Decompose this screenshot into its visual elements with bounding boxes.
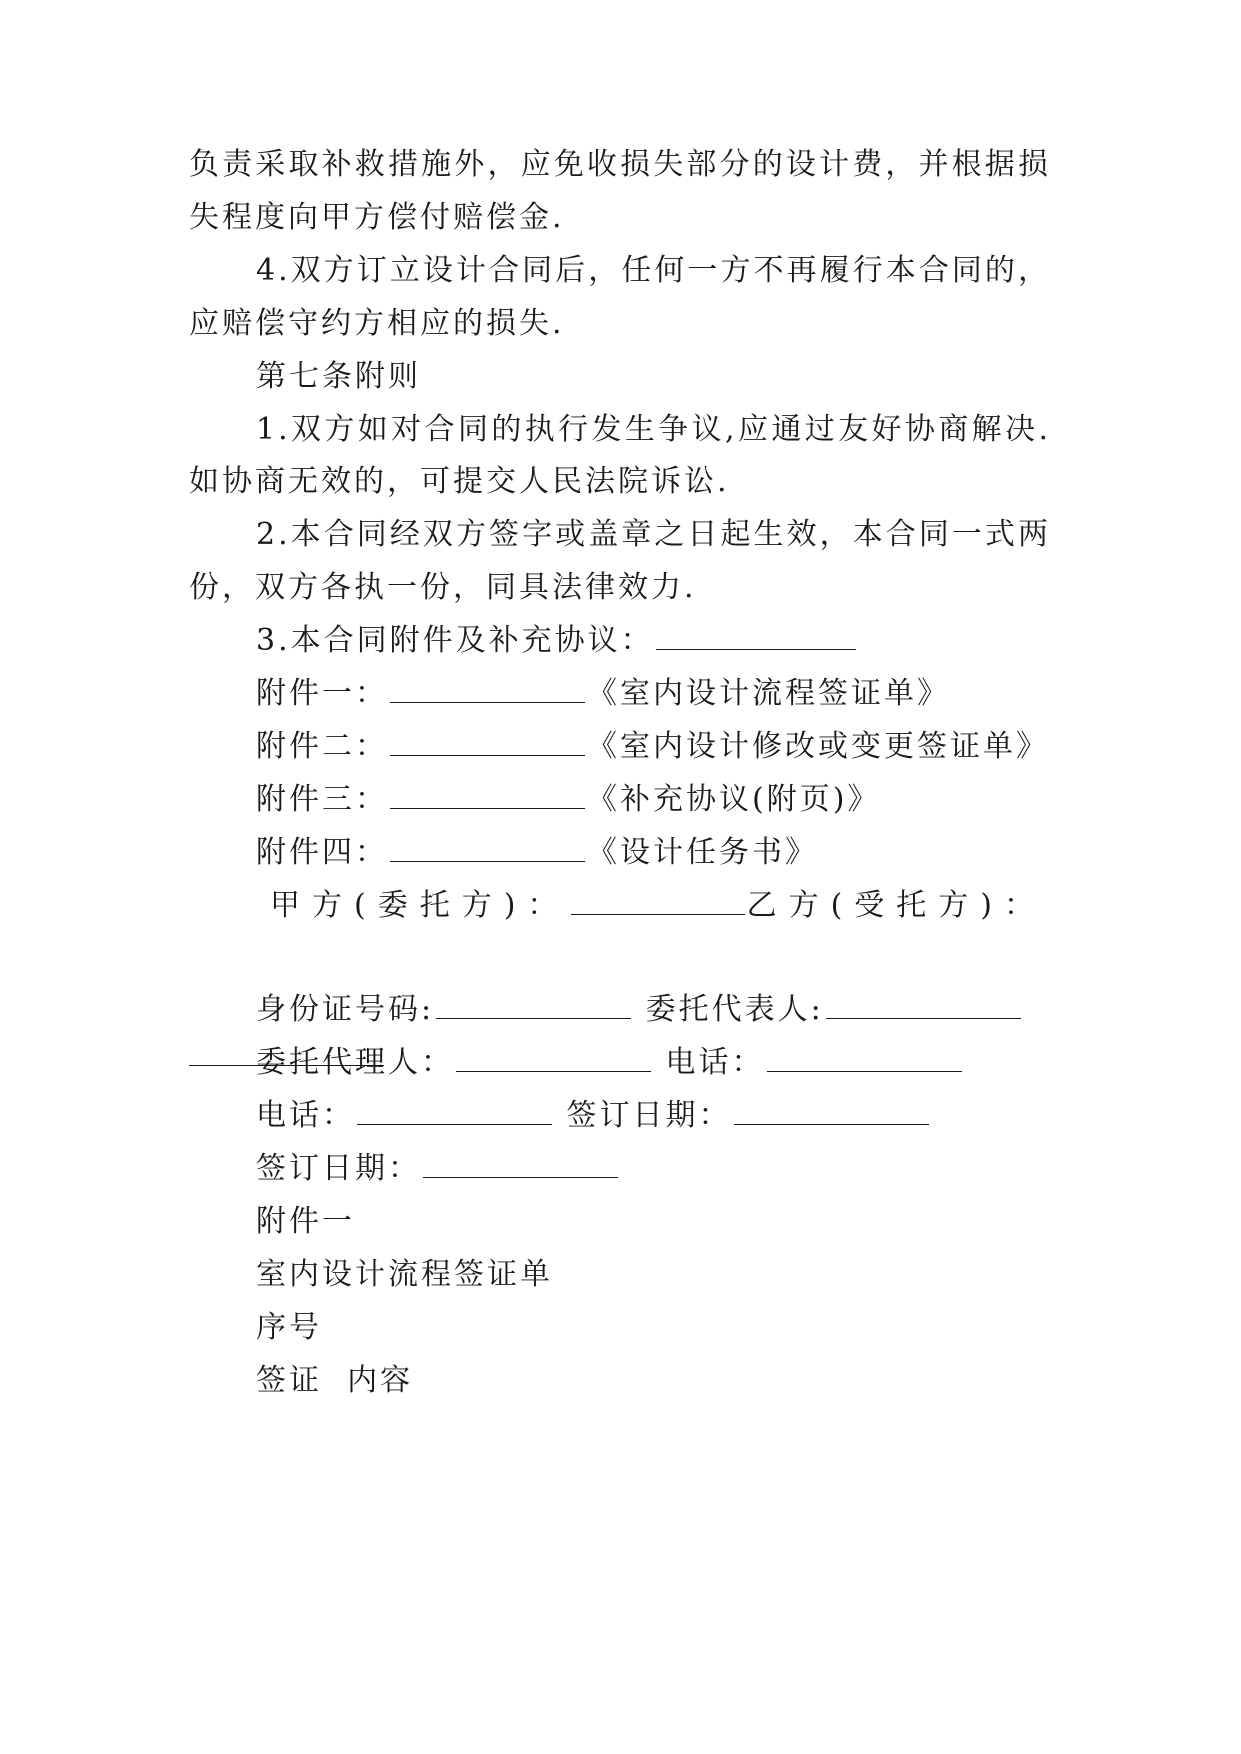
blank-field (357, 1096, 552, 1125)
blank-field (390, 727, 585, 756)
agent-phone-line (256, 1043, 964, 1083)
attachment-2-line (256, 727, 1049, 767)
attachment-1-line (256, 674, 950, 714)
column-content-label: 签证 内容 (256, 1363, 414, 1398)
attachment-4-title: 《设计任务书》 (587, 835, 818, 870)
blank-field (734, 1096, 929, 1125)
blank-field (571, 886, 744, 915)
attachment-3-title: 《补充协议(附页)》 (587, 782, 881, 817)
paragraph-line: 份，双方各执一份，同具法律效力. (189, 570, 697, 605)
blank-field (436, 990, 631, 1019)
column-number-label: 序号 (256, 1310, 322, 1345)
attachment-2-title: 《室内设计修改或变更签证单》 (587, 729, 1049, 764)
paragraph-line: 负责采取补救措施外，应免收损失部分的设计费，并根据损 (189, 147, 1051, 182)
attachment-1-label: 附件一： (256, 676, 388, 711)
paragraph-line: 失程度向甲方偿付赔偿金. (189, 200, 565, 235)
annex-title: 室内设计流程签证单 (256, 1257, 553, 1292)
agent-label: 委托代理人： (256, 1045, 454, 1080)
article-2-line: 2.本合同经双方签字或盖章之日起生效，本合同一式两 (256, 517, 1051, 552)
blank-field (423, 1149, 618, 1178)
blank-field (456, 1043, 651, 1072)
attachment-4-label: 附件四： (256, 835, 388, 870)
sign-date-line (256, 1149, 620, 1189)
attachment-4-line (256, 833, 818, 873)
id-rep-line (256, 990, 1023, 1030)
phone-label-a: 电话： (256, 1098, 355, 1133)
article-3-text: 3.本合同附件及补充协议： (256, 623, 654, 658)
section-heading: 第七条附则 (256, 359, 421, 394)
paragraph-line: 应赔偿守约方相应的损失. (189, 306, 565, 341)
party-a-label: 甲方(委托方)： (270, 888, 570, 923)
blank-field (826, 990, 1021, 1019)
sign-date-label-a: 签订日期： (256, 1151, 421, 1186)
phone-date-line (256, 1096, 931, 1136)
blank-field (390, 674, 585, 703)
attachment-1-title: 《室内设计流程签证单》 (587, 676, 950, 711)
party-signature-line (270, 886, 1046, 926)
article-1-line: 1.双方如对合同的执行发生争议,应通过友好协商解决. (256, 412, 1051, 447)
attachment-3-line (256, 780, 880, 820)
phone-label-b: 电话： (665, 1045, 765, 1080)
clause-4-line: 4.双方订立设计合同后，任何一方不再履行本合同的， (256, 253, 1051, 288)
attachment-2-label: 附件二： (256, 729, 388, 764)
sign-date-label-b: 签订日期： (566, 1098, 732, 1133)
paragraph-line: 如协商无效的，可提交人民法院诉讼. (189, 464, 730, 499)
article-3-line (256, 621, 858, 661)
blank-field (390, 833, 585, 862)
id-number-label: 身份证号码: (256, 992, 435, 1027)
representative-label: 委托代表人: (645, 992, 824, 1027)
attachment-3-label: 附件三： (256, 782, 388, 817)
blank-field (767, 1043, 962, 1072)
annex-heading: 附件一 (256, 1204, 355, 1239)
party-b-label: 乙方(受托方)： (746, 888, 1046, 923)
blank-field (390, 780, 585, 809)
blank-field (656, 621, 856, 650)
